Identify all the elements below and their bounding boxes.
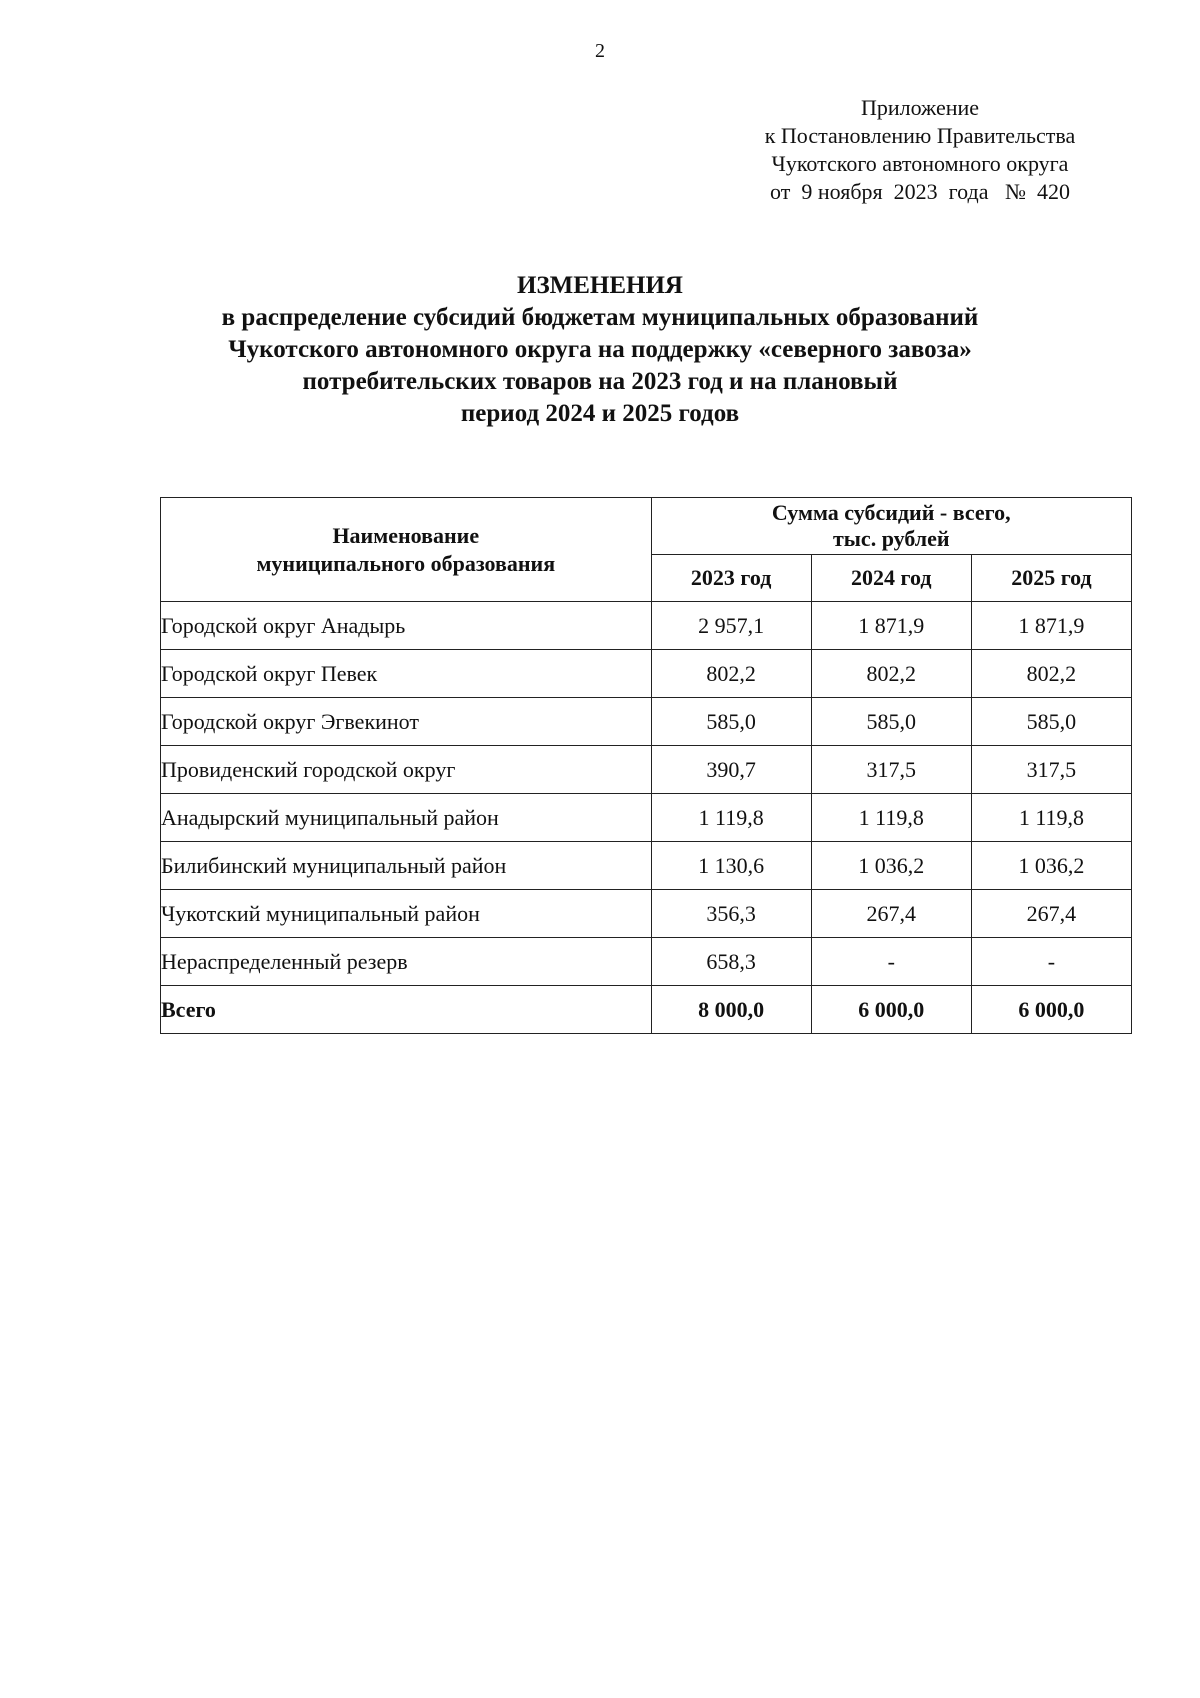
table-row [161, 602, 1132, 650]
value-2023: 390,7 [651, 746, 811, 794]
value-2024: 1 119,8 [811, 794, 971, 842]
row-name: Чукотский муниципальный район [161, 890, 652, 938]
total-2025: 6 000,0 [971, 986, 1131, 1034]
title-heading: ИЗМЕНЕНИЯ [517, 272, 683, 299]
table-row [161, 650, 1132, 698]
table-row [161, 746, 1132, 794]
appendix-line: от 9 ноября 2023 года № 420 [770, 179, 1070, 204]
value-2025: 317,5 [971, 746, 1131, 794]
header-municipality: Наименование муниципального образования [161, 498, 652, 602]
value-2024: 585,0 [811, 698, 971, 746]
page-number: 2 [595, 40, 605, 62]
header-year-2025: 2025 год [971, 555, 1131, 602]
value-2024: 1 036,2 [811, 842, 971, 890]
value-2025: 1 871,9 [971, 602, 1131, 650]
value-2025: 802,2 [971, 650, 1131, 698]
title-line: период 2024 и 2025 годов [460, 400, 740, 427]
value-2025: 1 119,8 [971, 794, 1131, 842]
table-row [161, 698, 1132, 746]
total-2023: 8 000,0 [651, 986, 811, 1034]
value-2023: 2 957,1 [651, 602, 811, 650]
row-name: Анадырский муниципальный район [161, 794, 652, 842]
title-line: Чукотского автономного округа на поддержку «северного завоза» [228, 336, 972, 363]
value-2025: 585,0 [971, 698, 1131, 746]
value-2023: 356,3 [651, 890, 811, 938]
table-row [161, 794, 1132, 842]
value-2023: 658,3 [651, 938, 811, 986]
value-2024: 317,5 [811, 746, 971, 794]
value-2025: 267,4 [971, 890, 1131, 938]
header-year-2023: 2023 год [651, 555, 811, 602]
value-2025: 1 036,2 [971, 842, 1131, 890]
row-name: Городской округ Эгвекинот [161, 698, 652, 746]
row-name: Нераспределенный резерв [161, 938, 652, 986]
title-line: в распределение субсидий бюджетам муниципальных образований [221, 304, 979, 331]
value-2025: - [971, 938, 1131, 986]
appendix-line: Чукотского автономного округа [771, 151, 1069, 176]
title-line: потребительских товаров на 2023 год и на плановый [302, 368, 898, 395]
row-name: Билибинский муниципальный район [161, 842, 652, 890]
value-2024: 267,4 [811, 890, 971, 938]
value-2023: 1 119,8 [651, 794, 811, 842]
appendix-line: Приложение [860, 95, 980, 120]
row-name: Провиденский городской округ [161, 746, 652, 794]
row-name: Городской округ Певек [161, 650, 652, 698]
value-2023: 585,0 [651, 698, 811, 746]
subsidies-table [160, 497, 1132, 1034]
value-2023: 1 130,6 [651, 842, 811, 890]
value-2024: 1 871,9 [811, 602, 971, 650]
value-2024: 802,2 [811, 650, 971, 698]
appendix-reference [700, 94, 1140, 206]
header-subsidy-sum: Сумма субсидий - всего, тыс. рублей [651, 498, 1131, 555]
table-row [161, 938, 1132, 986]
row-name: Городской округ Анадырь [161, 602, 652, 650]
total-2024: 6 000,0 [811, 986, 971, 1034]
value-2024: - [811, 938, 971, 986]
total-row [161, 986, 1132, 1034]
appendix-line: к Постановлению Правительства [764, 123, 1076, 148]
header-year-2024: 2024 год [811, 555, 971, 602]
table-row [161, 842, 1132, 890]
document-title [150, 270, 1050, 430]
value-2023: 802,2 [651, 650, 811, 698]
total-label: Всего [161, 986, 652, 1034]
table-row [161, 890, 1132, 938]
